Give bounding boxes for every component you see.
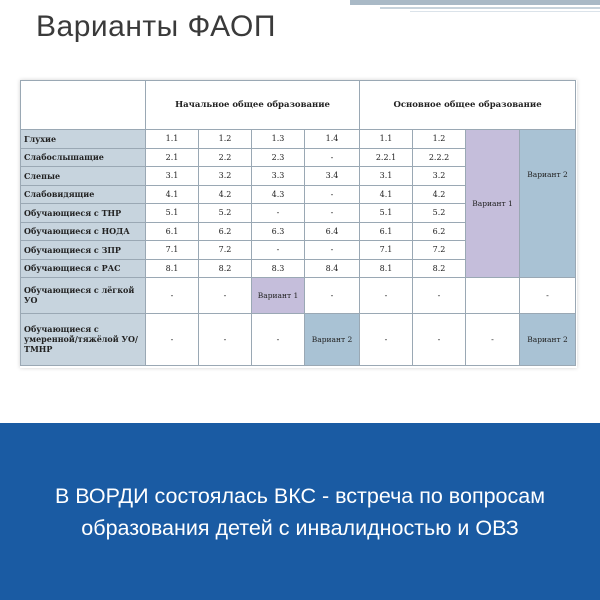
row-label: Обучающиеся с ТНР bbox=[21, 204, 146, 223]
table-cell: 3.3 bbox=[252, 167, 305, 186]
table-cell: 3.1 bbox=[360, 167, 413, 186]
table-cell: 8.2 bbox=[413, 259, 466, 278]
table-cell: 2.2.1 bbox=[360, 148, 413, 167]
merged-variant-1-cell: Вариант 1 bbox=[466, 130, 520, 278]
row-label: Обучающиеся с ЗПР bbox=[21, 241, 146, 260]
table-cell: - bbox=[305, 185, 360, 204]
table-cell: - bbox=[199, 278, 252, 313]
table-cell: 8.3 bbox=[252, 259, 305, 278]
merged-variant-2-cell: Вариант 2 bbox=[520, 130, 576, 278]
table-cell: 7.2 bbox=[199, 241, 252, 260]
table-cell: 2.2.2 bbox=[413, 148, 466, 167]
table-cell: - bbox=[146, 278, 199, 313]
table-cell: 3.2 bbox=[199, 167, 252, 186]
header-corner-cell bbox=[21, 81, 146, 130]
table-cell: - bbox=[146, 313, 199, 365]
table-cell: 6.4 bbox=[305, 222, 360, 241]
header-primary-education: Начальное общее образование bbox=[146, 81, 360, 130]
table-cell: - bbox=[305, 278, 360, 313]
table-cell: - bbox=[466, 313, 520, 365]
news-headline: В ВОРДИ состоялась ВКС - встреча по вопросам образования детей с инвалидностью и ОВЗ bbox=[54, 484, 545, 540]
table-cell: - bbox=[252, 204, 305, 223]
table-cell: - bbox=[199, 313, 252, 365]
table-cell: 3.1 bbox=[146, 167, 199, 186]
row-label: Обучающиеся с лёгкой УО bbox=[21, 278, 146, 313]
faop-variants-table bbox=[20, 80, 576, 366]
row-label: Слабослышащие bbox=[21, 148, 146, 167]
table-cell: 7.1 bbox=[146, 241, 199, 260]
row-label: Глухие bbox=[21, 130, 146, 149]
table-cell: 8.4 bbox=[305, 259, 360, 278]
table-cell: 3.2 bbox=[413, 167, 466, 186]
table-cell-variant-2: Вариант 2 bbox=[520, 313, 576, 365]
table-cell: - bbox=[252, 313, 305, 365]
table-cell: - bbox=[252, 241, 305, 260]
table-cell: 1.1 bbox=[146, 130, 199, 149]
table-cell: - bbox=[305, 241, 360, 260]
table-cell: 6.3 bbox=[252, 222, 305, 241]
table-cell: - bbox=[305, 204, 360, 223]
table-cell: 4.1 bbox=[360, 185, 413, 204]
table-cell: - bbox=[520, 278, 576, 313]
table-cell: - bbox=[305, 148, 360, 167]
table-cell: 2.2 bbox=[199, 148, 252, 167]
table-cell: 1.1 bbox=[360, 130, 413, 149]
table-cell: 5.1 bbox=[360, 204, 413, 223]
table-cell: 1.2 bbox=[413, 130, 466, 149]
row-label: Обучающиеся с РАС bbox=[21, 259, 146, 278]
table-cell: 8.1 bbox=[360, 259, 413, 278]
table-cell: 4.1 bbox=[146, 185, 199, 204]
row-label: Слабовидящие bbox=[21, 185, 146, 204]
table-row bbox=[21, 130, 576, 149]
row-label: Слепые bbox=[21, 167, 146, 186]
table-cell: 2.1 bbox=[146, 148, 199, 167]
table-cell: 1.2 bbox=[199, 130, 252, 149]
table-cell: 5.2 bbox=[413, 204, 466, 223]
table-cell: 3.4 bbox=[305, 167, 360, 186]
table-cell: 4.3 bbox=[252, 185, 305, 204]
decorative-lines bbox=[350, 0, 600, 14]
table-cell bbox=[466, 278, 520, 313]
table-cell: 6.2 bbox=[413, 222, 466, 241]
table-cell: - bbox=[413, 278, 466, 313]
table-header-row bbox=[21, 81, 576, 130]
table-row bbox=[21, 278, 576, 313]
row-label: Обучающиеся с НОДА bbox=[21, 222, 146, 241]
table-cell-variant-2: Вариант 2 bbox=[305, 313, 360, 365]
table-row bbox=[21, 313, 576, 365]
table-cell: 6.2 bbox=[199, 222, 252, 241]
table-cell: 7.1 bbox=[360, 241, 413, 260]
table-cell: 4.2 bbox=[199, 185, 252, 204]
faop-variants-table-image bbox=[20, 80, 577, 368]
slide-title: Варианты ФАОП bbox=[36, 10, 276, 43]
table-cell: 1.4 bbox=[305, 130, 360, 149]
table-cell: - bbox=[413, 313, 466, 365]
table-cell: 2.3 bbox=[252, 148, 305, 167]
table-cell: 6.1 bbox=[146, 222, 199, 241]
header-basic-education: Основное общее образование bbox=[360, 81, 576, 130]
table-cell: - bbox=[360, 313, 413, 365]
table-cell: - bbox=[360, 278, 413, 313]
table-cell: 4.2 bbox=[413, 185, 466, 204]
table-cell: 8.1 bbox=[146, 259, 199, 278]
row-label: Обучающиеся с умеренной/тяжёлой УО/ТМНР bbox=[21, 313, 146, 365]
table-cell: 8.2 bbox=[199, 259, 252, 278]
table-cell: 1.3 bbox=[252, 130, 305, 149]
table-cell: 5.1 bbox=[146, 204, 199, 223]
table-cell: 5.2 bbox=[199, 204, 252, 223]
table-cell: 7.2 bbox=[413, 241, 466, 260]
table-cell: 6.1 bbox=[360, 222, 413, 241]
table-cell-variant-1: Вариант 1 bbox=[252, 278, 305, 313]
